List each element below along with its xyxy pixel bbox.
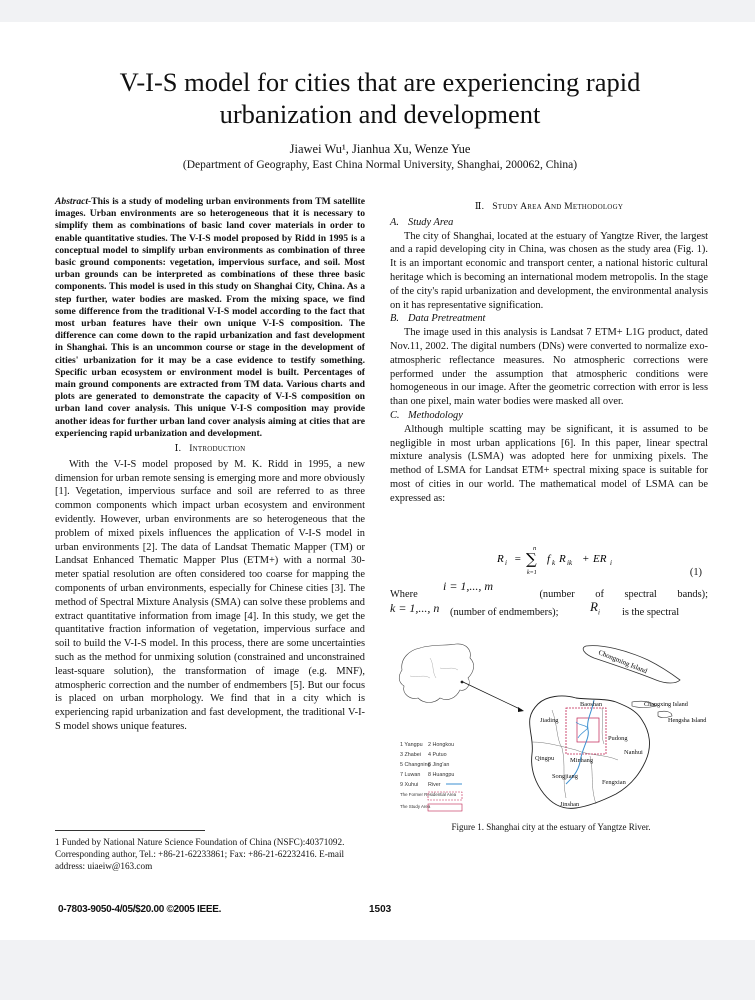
label-jinshan: Jinshan [560, 801, 580, 808]
section-number: Ⅱ. [474, 201, 485, 212]
footnote-divider [55, 830, 205, 831]
where-k-expr: k = 1,..., n [390, 601, 440, 615]
author-list: Jiawei Wu¹, Jianhua Xu, Wenze Yue [289, 142, 471, 156]
eq-sigma: ∑ [526, 550, 537, 568]
where-tail: is the spectral [622, 607, 680, 618]
label-songjiang: Songjiang [552, 773, 578, 780]
equation-number: (1) [689, 567, 702, 578]
section-number: Ⅰ. [174, 443, 182, 455]
legend-item: 1 Yangpu [400, 742, 423, 748]
abstract-lead: Abstract- [55, 196, 92, 207]
where-k-desc: (number of endmembers); [450, 607, 559, 618]
label-changxing: Changxing Island [644, 701, 688, 708]
abstract-text: This is a study of modeling urban environments from TM satellite images. Urban environments are so heterogeneous that it is necessary to simplify them as combinations of basic land cover materials in order to enable quantitative studies. The V-I-S model proposed by Ridd in 1995 is a conceptual model to simplify urban environments as combination of three basic ground components: vegetation, impervious surface, and soil. Most urban grounds can be interpreted as combinations of these three basic components. This model is used in this study on Shanghai City, China. As a step further, water bodies are masked. From the mixing space, we find some difference from the traditional V-I-S model according to the fact that most urban features have their own unique V-I-S composition. The difference can come down to the rapid urbanization and fast development in Shanghai. This is an uncommon course or stage in the development of cities' urbanization for it may be a case evidence to testify something. Specific urban ecosystem or environment model is built. Percentages of main ground components are extracted from TM data. Various charts and plots are generated to demonstrate the capacity of V-I-S composition on urban land cover analysis. This unique V-I-S composition may provide another ideas for further urban land cover analysis aiming at cities that are experiencing rapid urbanization and development. [55, 196, 365, 439]
eq-er: ER [593, 553, 607, 565]
where-lead: Where [390, 589, 418, 600]
eq-r: R [559, 553, 566, 565]
introduction-paragraph: With the V-I-S model proposed by M. K. Ridd in 1995, a new dimension for urban remote sensing is emerging more and more obviously [1]. Vegetation, impervious surface and soil are referred to as three common components which impact urban ecosystem and environment evidently. However, urban environments are so heterogeneous that the problem of mixed pixels influences the application of V-I-S model in urban environments [2]. The data of Landsat Thematic Mapper (TM) or Landsat Enhanced Thematic Mapper Plus (ETM+) with a normal 30-meter spatial resolution are often considered too coarse for mapping the components of urban environments, especially for Chinese cities [3]. The method of Spectral Mixture Analysis (SMA) can solve these problems and extract quantitative information from image [4]. In this study, we get the quantitative fraction information of vegetation, impervious surface and soil to build the V-I-S model. In this process, there are some uncertainties such as the method for unmixing solution (constrained and unconstrained least-square solution), the transformation of image (e.g. MNF), atmospheric correction and the number of endmembers [5]. But our focus is placed on urban morphology. We find that in a city which is experiencing rapid urbanization and fast development, the traditional V-I-S model shows unique features. [55, 458, 365, 732]
paper-title: V-I-S model for cities that are experiencing rapid urbanization and development [119, 67, 641, 129]
eq-plus: + [582, 553, 590, 565]
legend-item: 2 Hongkou [428, 742, 455, 748]
legend-item: 4 Putuo [428, 752, 447, 758]
figure-caption: Figure 1. Shanghai city at the estuary of Yangtze River. [451, 822, 651, 832]
eq-sum-top: n [533, 545, 537, 552]
page-number: 1503 [369, 904, 392, 915]
legend-item: The Former Residential Area [400, 792, 457, 797]
legend-item: 6 Jing'an [428, 762, 450, 768]
legend-item: River [428, 782, 441, 788]
shanghai-map [390, 638, 712, 816]
left-column [55, 196, 365, 734]
legend-item: The Study Area [400, 804, 431, 809]
equation-where [390, 581, 708, 623]
where-i-desc: (number of spectral bands); [539, 589, 708, 600]
affiliation: (Department of Geography, East China Normal University, Shanghai, 200062, China) [182, 159, 578, 171]
label-chongming: Chongming Island [597, 648, 649, 676]
legend-item: 8 Huangpu [428, 772, 455, 778]
section-title: Introduction [189, 443, 246, 455]
section-heading-study-area [390, 200, 708, 214]
study-area-paragraph: The city of Shanghai, located at the estuary of Yangtze River, the largest and a rapid developing city in China, was chosen as the study area (Fig. 1). It is an important economic and transport center, a national historic cultural heritage which is becoming an international modem metropolis. In the stage of the city's rapid urbanization and development, the environmental analysis on it has representative signification. [390, 230, 708, 311]
abstract [55, 196, 365, 440]
label-pudong: Pudong [608, 735, 628, 742]
legend-study-swatch [428, 804, 462, 811]
china-overview-inset [399, 644, 473, 703]
label-nanhui: Nanhui [624, 749, 643, 756]
subsection-heading-b: B. Data Pretreatment [390, 313, 486, 325]
methodology-paragraph: Although multiple scatting may be significant, it is assumed to be negligible in most urban applications [6]. In this paper, linear spectral mixture analysis (LSMA) was adopted here for unmixing pixels. The method of LSMA for Landsat ETM+ spectral mixing space is suitable for most of cities in our world. The mathematical model of LSMA can be expressed as: [390, 423, 708, 504]
figure-1-map [390, 638, 712, 816]
label-baoshan: Baoshan [580, 701, 603, 708]
section-title: Study Area And Methodology [492, 201, 624, 212]
eq-er-sub: i [610, 559, 612, 567]
legend-item: 5 Changning [400, 762, 431, 768]
eq-sum-bottom: k=1 [527, 570, 537, 576]
eq-lhs-sub: i [505, 559, 507, 567]
legend-item: 9 Xuhui [400, 782, 419, 788]
legend-item: 7 Luwan [400, 772, 421, 778]
eq-f: f [547, 553, 551, 565]
eq-r-sub: ik [567, 559, 573, 567]
label-hengsha: Hengsha Island [668, 717, 707, 724]
map-legend [400, 742, 462, 811]
label-minhang: Minhang [570, 757, 594, 764]
label-qingpu: Qingpu [535, 755, 555, 762]
data-pretreatment-paragraph: The image used in this analysis is Landsat 7 ETM+ L1G product, dated Nov.11, 2002. The digital numbers (DNs) were converted to normalize exo-atmospheric reflectance measures. No atmospheric corrections were performed under the assumption that atmospheric conditions were homogeneous in our image. After the geometric correction with error is less than one pixel, main water bodies were masked all over. [390, 327, 708, 408]
subsection-heading-c: C. Methodology [390, 409, 463, 421]
footnote: 1 Funded by National Nature Science Foundation of China (NSFC):40371092. Corresponding author, Tel.: +86-21-62233861; Fax: +86-21-62232416. E-mail address: uiaeiw@163.com [55, 837, 345, 871]
where-r: $R_i$ [590, 599, 600, 617]
eq-lhs: R [497, 553, 504, 565]
label-jiading: Jiading [540, 717, 559, 724]
copyright-line: 0-7803-9050-4/05/$20.00 ©2005 IEEE. [58, 904, 222, 915]
section-heading-introduction [55, 442, 365, 456]
right-column [390, 198, 708, 506]
legend-item: 3 Zhabei [400, 752, 421, 758]
where-i-expr: i = 1,..., m [443, 579, 494, 593]
eq-equals: = [514, 553, 522, 565]
label-fengxian: Fengxian [602, 779, 626, 786]
eq-f-sub: k [552, 559, 556, 567]
subsection-heading-a: A. Study Area [390, 216, 454, 228]
